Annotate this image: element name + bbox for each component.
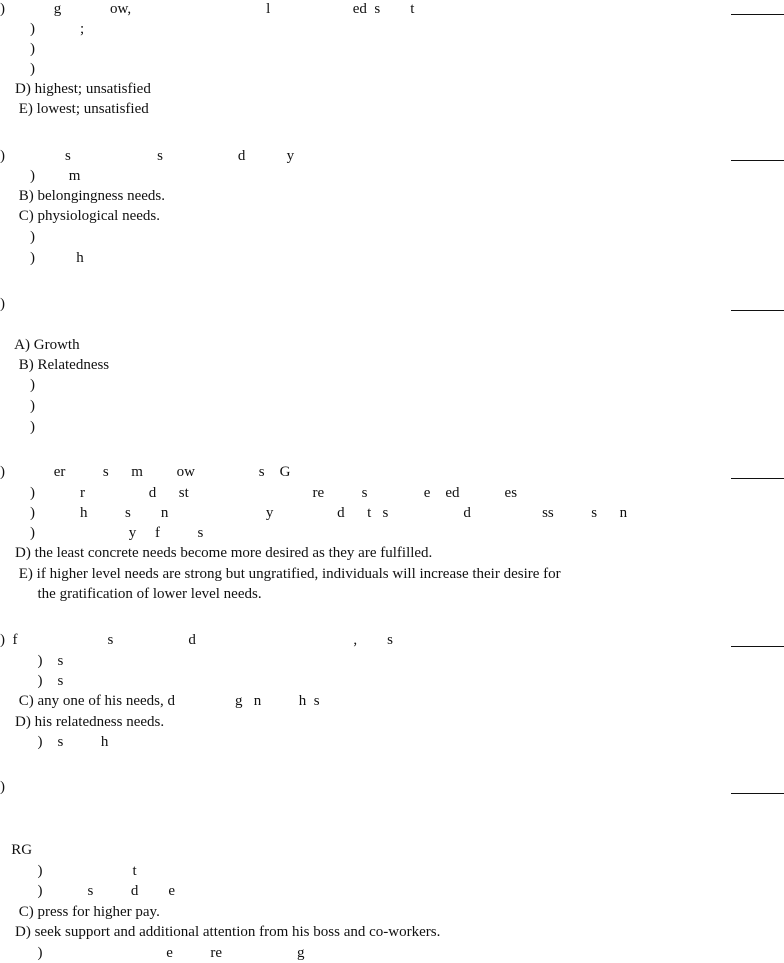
answer-blank-5 xyxy=(731,646,784,647)
option-e: ) h xyxy=(0,250,84,266)
question-5-stem: ) f s d , s xyxy=(0,632,393,648)
answer-blank-4 xyxy=(731,478,784,479)
option-e: ) e re g xyxy=(0,945,305,961)
option-c: ) xyxy=(0,377,35,393)
answer-blank-3 xyxy=(731,310,784,311)
option-b: ) h s n y d t s d ss s n xyxy=(0,505,628,521)
answer-blank-2 xyxy=(731,160,784,161)
option-e: E) lowest; unsatisfied xyxy=(0,101,149,117)
answer-blank-1 xyxy=(731,14,784,15)
option-d: ) xyxy=(0,229,35,245)
question-6-stem-continuation: RG xyxy=(0,842,33,858)
question-4-stem: ) er s m ow s G xyxy=(0,464,291,480)
question-3-stem: ) xyxy=(0,296,5,312)
option-a: ) ; xyxy=(0,21,85,37)
option-b: B) Relatedness xyxy=(0,357,110,373)
option-c: ) y f s xyxy=(0,525,204,541)
option-e: ) s h xyxy=(0,734,109,750)
answer-blank-6 xyxy=(731,793,784,794)
option-a: A) Growth xyxy=(0,337,80,353)
option-b: B) belongingness needs. xyxy=(0,188,165,204)
option-a: ) r d st re s e ed es xyxy=(0,485,518,501)
option-d: D) highest; unsatisfied xyxy=(0,81,151,97)
option-c: C) any one of his needs, d g n h s xyxy=(0,693,320,709)
question-6-stem: ) xyxy=(0,779,5,795)
option-c: C) physiological needs. xyxy=(0,208,160,224)
option-d: D) the least concrete needs become more desired as they are fulfilled. xyxy=(0,545,433,561)
option-e: ) xyxy=(0,419,35,435)
question-1-stem: ) g ow, l ed s t xyxy=(0,1,415,17)
option-b: ) s xyxy=(0,673,64,689)
option-e: E) if higher level needs are strong but ungratified, individuals will increase their desire for xyxy=(0,566,561,582)
question-2-stem: ) s s d y xyxy=(0,148,295,164)
option-a: ) t xyxy=(0,863,137,879)
option-d: ) xyxy=(0,398,35,414)
option-e-continuation: the gratification of lower level needs. xyxy=(0,586,262,602)
option-d: D) seek support and additional attention from his boss and co-workers. xyxy=(0,924,441,940)
option-d: D) his relatedness needs. xyxy=(0,714,165,730)
option-b: ) s d e xyxy=(0,883,175,899)
option-b: ) xyxy=(0,41,35,57)
option-c: C) press for higher pay. xyxy=(0,904,160,920)
option-a: ) s xyxy=(0,653,64,669)
option-c: ) xyxy=(0,61,35,77)
option-a: ) m xyxy=(0,168,81,184)
